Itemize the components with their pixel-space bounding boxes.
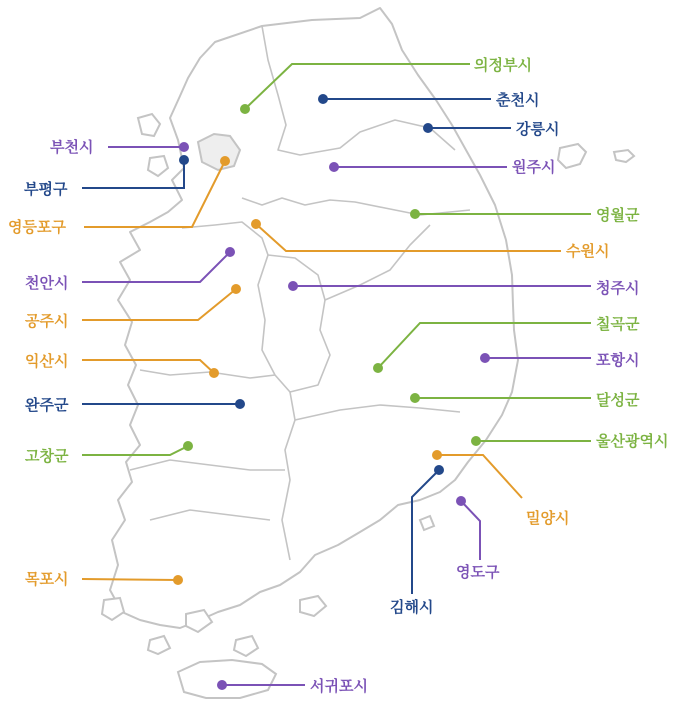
leader-line-bupyeong xyxy=(82,160,184,188)
label-cheonan: 천안시 xyxy=(25,274,69,292)
label-iksan: 익산시 xyxy=(25,352,69,370)
label-uijeongbu: 의정부시 xyxy=(474,56,532,74)
island xyxy=(420,516,434,530)
label-gongju: 공주시 xyxy=(25,312,69,330)
city-marker-dalseong[interactable] xyxy=(410,393,420,403)
label-ulsan: 울산광역시 xyxy=(596,432,669,450)
city-marker-miryang[interactable] xyxy=(432,450,442,460)
city-marker-bucheon[interactable] xyxy=(179,142,189,152)
city-marker-gochang[interactable] xyxy=(183,441,193,451)
label-dalseong: 달성군 xyxy=(596,391,640,409)
city-marker-chilgok[interactable] xyxy=(373,363,383,373)
city-marker-uijeongbu[interactable] xyxy=(240,104,250,114)
island xyxy=(138,114,160,136)
label-yeongdo: 영도구 xyxy=(456,563,500,581)
label-miryang: 밀양시 xyxy=(526,509,570,527)
city-marker-chuncheon[interactable] xyxy=(318,94,328,104)
island xyxy=(300,596,326,616)
mainland-outline xyxy=(110,8,518,628)
city-marker-gongju[interactable] xyxy=(231,284,241,294)
label-wonju: 원주시 xyxy=(512,158,556,176)
island xyxy=(148,636,170,654)
label-bupyeong: 부평구 xyxy=(24,180,68,198)
island xyxy=(102,598,124,620)
jeju-island xyxy=(178,660,276,698)
city-marker-yeongwol[interactable] xyxy=(410,209,420,219)
label-seogwipo: 서귀포시 xyxy=(310,677,368,695)
label-chilgok: 칠곡군 xyxy=(596,315,640,333)
label-pohang: 포항시 xyxy=(596,351,640,369)
city-marker-ulsan[interactable] xyxy=(471,436,481,446)
label-suwon: 수원시 xyxy=(566,242,610,260)
label-yeongwol: 영월군 xyxy=(596,206,640,224)
island xyxy=(614,150,634,162)
island xyxy=(558,144,586,168)
city-marker-cheongju[interactable] xyxy=(288,281,298,291)
label-wanju: 완주군 xyxy=(25,396,69,414)
island xyxy=(148,156,168,176)
city-marker-gangneung[interactable] xyxy=(423,123,433,133)
label-cheongju: 청주시 xyxy=(596,279,640,297)
leader-line-mokpo xyxy=(82,579,178,580)
label-gangneung: 강릉시 xyxy=(516,120,560,138)
city-marker-wanju[interactable] xyxy=(235,399,245,409)
city-marker-yeongdeungpo[interactable] xyxy=(220,156,230,166)
city-marker-yeongdo[interactable] xyxy=(456,496,466,506)
city-marker-wonju[interactable] xyxy=(329,162,339,172)
city-marker-seogwipo[interactable] xyxy=(217,680,227,690)
island xyxy=(234,636,258,656)
label-yeongdeungpo: 영등포구 xyxy=(8,218,66,236)
leader-line-yeongdo xyxy=(461,501,480,560)
city-marker-pohang[interactable] xyxy=(480,353,490,363)
city-marker-cheonan[interactable] xyxy=(225,247,235,257)
city-marker-iksan[interactable] xyxy=(209,368,219,378)
label-chuncheon: 춘천시 xyxy=(496,91,540,109)
city-marker-mokpo[interactable] xyxy=(173,575,183,585)
city-marker-gimhae[interactable] xyxy=(434,465,444,475)
city-marker-suwon[interactable] xyxy=(251,219,261,229)
city-marker-bupyeong[interactable] xyxy=(179,155,189,165)
label-gimhae: 김해시 xyxy=(390,598,434,616)
label-mokpo: 목포시 xyxy=(25,570,69,588)
label-bucheon: 부천시 xyxy=(50,138,94,156)
label-gochang: 고창군 xyxy=(25,447,69,465)
